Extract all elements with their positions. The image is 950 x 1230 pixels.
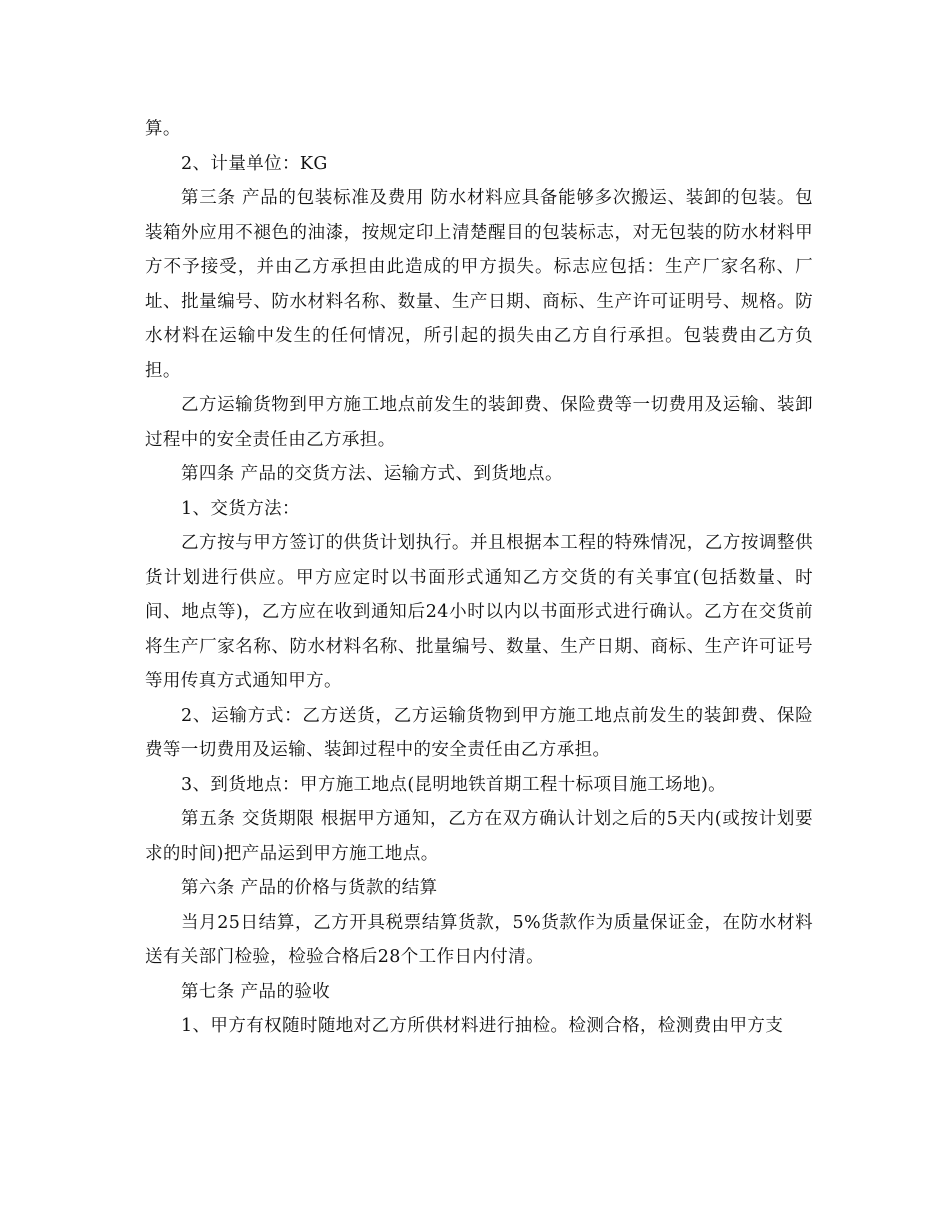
- paragraph: 算。: [145, 119, 181, 139]
- document-body: [145, 112, 813, 1044]
- paragraph: 2、运输方式：乙方送货，乙方运输货物到甲方施工地点前发生的装卸费、保险费等一切费用及运输、装卸过程中的安全责任由乙方承担。: [145, 705, 813, 760]
- paragraph: 第五条 交货期限 根据甲方通知，乙方在双方确认计划之后的5天内(或按计划要求的时间)把产品运到甲方施工地点。: [145, 809, 813, 864]
- paragraph: 乙方按与甲方签订的供货计划执行。并且根据本工程的特殊情况，乙方按调整供货计划进行供应。甲方应定时以书面形式通知乙方交货的有关事宜(包括数量、时间、地点等)，乙方应在收到通知后24小时以内以书面形式进行确认。乙方在交货前将生产厂家名称、防水材料名称、批量编号、数量、生产日期、商标、生产许可证号等用传真方式通知甲方。: [145, 533, 813, 691]
- paragraph: 第三条 产品的包装标准及费用 防水材料应具备能够多次搬运、装卸的包装。包装箱外应用不褪色的油漆，按规定印上清楚醒目的包装标志，对无包装的防水材料甲方不予接受，并由乙方承担由此造成的甲方损失。标志应包括：生产厂家名称、厂址、批量编号、防水材料名称、数量、生产日期、商标、生产许可证明号、规格。防水材料在运输中发生的任何情况，所引起的损失由乙方自行承担。包装费由乙方负担。: [145, 188, 813, 381]
- paragraph: 当月25日结算，乙方开具税票结算货款，5%货款作为质量保证金，在防水材料送有关部门检验，检验合格后28个工作日内付清。: [145, 912, 813, 967]
- paragraph: 2、计量单位：KG: [181, 153, 328, 174]
- paragraph: 1、交货方法：: [181, 498, 300, 519]
- paragraph: 乙方运输货物到甲方施工地点前发生的装卸费、保险费等一切费用及运输、装卸过程中的安全责任由乙方承担。: [145, 395, 813, 450]
- paragraph: 3、到货地点：甲方施工地点(昆明地铁首期工程十标项目施工场地)。: [181, 774, 727, 795]
- paragraph: 第六条 产品的价格与货款的结算: [181, 878, 438, 898]
- paragraph: 第七条 产品的验收: [181, 981, 331, 1002]
- paragraph: 第四条 产品的交货方法、运输方式、到货地点。: [181, 464, 563, 484]
- paragraph: 1、甲方有权随时随地对乙方所供材料进行抽检。检测合格，检测费由甲方支: [181, 1016, 784, 1036]
